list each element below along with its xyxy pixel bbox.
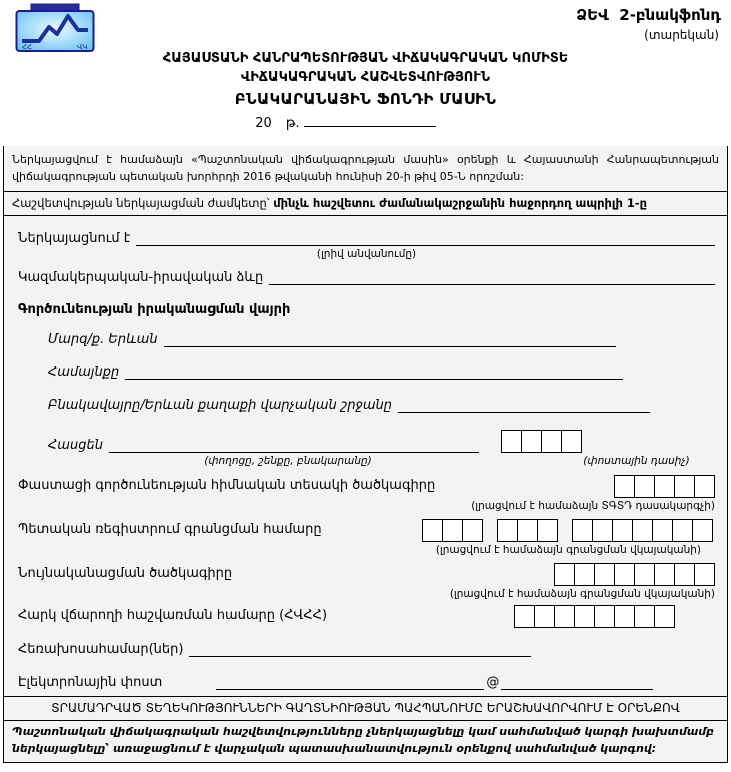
address-row — [48, 430, 715, 453]
code-box-cell[interactable] — [541, 430, 562, 453]
code-box-cell[interactable] — [422, 519, 443, 542]
code-box-cell[interactable] — [654, 605, 675, 628]
code-box-cell[interactable] — [694, 475, 715, 498]
community-blank-field[interactable] — [125, 364, 623, 380]
code-box-cell[interactable] — [654, 563, 675, 586]
address-label: Հասցեն — [48, 438, 103, 454]
code-box-cell[interactable] — [634, 475, 655, 498]
code-box-cell[interactable] — [594, 563, 615, 586]
code-box-cell[interactable] — [652, 519, 673, 542]
code-box-cell[interactable] — [514, 605, 535, 628]
tin-boxes[interactable] — [514, 605, 675, 628]
id-code-boxes[interactable] — [554, 563, 715, 586]
phone-blank-field[interactable] — [189, 641, 531, 657]
deadline-value: մինչև հաշվետու ժամանակաշրջանին հաջորդող ապրիլի 1-ը — [273, 196, 648, 211]
code-box-cell[interactable] — [497, 519, 518, 542]
code-box-cell[interactable] — [574, 563, 595, 586]
code-box-cell[interactable] — [672, 519, 693, 542]
email-local-blank-field[interactable] — [216, 674, 484, 690]
armstat-logo-icon — [15, 3, 95, 53]
code-box-cell[interactable] — [442, 519, 463, 542]
settlement-label: Բնակավայրը/Երևան քաղաքի վարչական շրջանը — [48, 398, 392, 414]
activity-code-hint: (լրացվում է համաձայն ՏԳՏԴ դասակարգչի) — [471, 500, 715, 513]
liability-note: Պաշտոնական վիճակագրական հաշվետվությունները չներկայացնելը կամ սահմանված կարգի խախտմամբ ներկայացնելը՝ առաջացնում է վարչական պատասխանատվություն օրենքով սահմանված կարգով: — [3, 720, 728, 763]
register-row — [18, 519, 715, 542]
tin-row — [18, 605, 715, 628]
code-box-cell[interactable] — [561, 430, 582, 453]
code-box-cell[interactable] — [654, 475, 675, 498]
report-subject-title: ԲՆԱԿԱՐԱՆԱՅԻՆ ՖՈՆԴԻ ՄԱՍԻՆ — [234, 90, 497, 108]
main-fields-section — [3, 215, 728, 697]
postal-code-boxes[interactable] — [501, 430, 582, 453]
register-label: Պետական ռեգիստրում գրանցման համարը — [18, 522, 322, 538]
form-code: ՁԵՎ 2-բնակֆոնդ — [576, 6, 721, 24]
deadline-label: Հաշվետվության ներկայացման ժամկետը՝ — [12, 196, 270, 211]
community-label: Համայնքը — [48, 365, 120, 381]
region-blank-field[interactable] — [164, 331, 616, 347]
settlement-blank-field[interactable] — [398, 397, 650, 413]
report-type-title: ՎԻՃԱԿԱԳՐԱԿԱՆ ՀԱՇՎԵՏՎՈՒԹՅՈՒՆ — [240, 70, 491, 85]
presenter-label: Ներկայացնում է — [18, 231, 131, 247]
legal-form-row — [18, 269, 715, 285]
activity-code-row — [18, 475, 715, 498]
community-row — [48, 364, 715, 380]
email-row — [18, 674, 715, 690]
legal-form-label: Կազմակերպական-իրավական ձևը — [18, 270, 264, 286]
year-suffix: թ. — [285, 116, 300, 131]
code-box-cell[interactable] — [517, 519, 538, 542]
activity-code-label: Փաստացի գործունեության հիմնական տեսակի ծածկագիրը — [18, 478, 436, 494]
presenter-blank-field[interactable] — [136, 230, 715, 246]
register-hint: (լրացվում է համաձայն գրանցման վկայականի) — [435, 544, 701, 557]
activity-code-boxes[interactable] — [614, 475, 715, 498]
address-hints-row — [18, 455, 715, 467]
code-box-cell[interactable] — [521, 430, 542, 453]
confidentiality-banner: ՏՐԱՄԱԴՐՎԱԾ ՏԵՂԵԿՈՒԹՅՈՒՆՆԵՐԻ ԳԱՂՏՆԻՈՒԹՅԱՆ ՊԱՀՊԱՆՈՒՄԸ ԵՐԱՇԽԱՎՈՐՎՈՒՄ Է ՕՐԵՆՔՈՎ — [3, 696, 728, 721]
deadline-row — [3, 191, 728, 216]
email-at-symbol: @ — [486, 675, 500, 691]
year-prefix: 20 — [255, 116, 272, 131]
logo-right-letters: ՎԿ — [77, 43, 88, 51]
code-box-cell[interactable] — [537, 519, 558, 542]
presenter-hint: (լրիվ անվանումը) — [316, 248, 417, 261]
legal-form-blank-field[interactable] — [269, 269, 715, 285]
code-box-cell[interactable] — [534, 605, 555, 628]
code-box-cell[interactable] — [614, 563, 635, 586]
code-box-cell[interactable] — [462, 519, 483, 542]
code-box-cell[interactable] — [674, 563, 695, 586]
legal-basis-paragraph: Ներկայացվում է համաձայն «Պաշտոնական վիճակագրության մասին» օրենքի և Հայաստանի Հանրապետության վիճակագրության պետական խորհրդի 2016 թվականի հունիսի 20-ի թիվ 05-Ն որոշման: — [3, 145, 728, 192]
org-title: ՀԱՅԱՍՏԱՆԻ ՀԱՆՐԱՊԵՏՈՒԹՅԱՆ ՎԻՃԱԿԱԳՐԱԿԱՆ ԿՈՄԻՏԵ — [162, 51, 569, 66]
register-boxes-group-3[interactable] — [572, 519, 713, 542]
email-domain-blank-field[interactable] — [501, 674, 653, 690]
code-box-cell[interactable] — [554, 563, 575, 586]
id-code-label: Նույնականացման ծածկագիրը — [18, 566, 233, 582]
code-box-cell[interactable] — [634, 563, 655, 586]
form-period: (տարեկան) — [644, 28, 719, 42]
code-box-cell[interactable] — [592, 519, 613, 542]
code-box-cell[interactable] — [554, 605, 575, 628]
code-box-cell[interactable] — [594, 605, 615, 628]
code-box-cell[interactable] — [692, 519, 713, 542]
code-box-cell[interactable] — [612, 519, 633, 542]
phone-row — [18, 641, 715, 657]
code-box-cell[interactable] — [694, 563, 715, 586]
activity-place-heading: Գործունեության իրականացման վայրի — [18, 302, 291, 318]
year-blank-field[interactable] — [304, 112, 436, 127]
register-boxes-group-1[interactable] — [422, 519, 483, 542]
code-box-cell[interactable] — [501, 430, 522, 453]
phone-label: Հեռախոսահամար(ներ) — [18, 642, 184, 658]
title-block — [0, 50, 731, 108]
code-box-cell[interactable] — [572, 519, 593, 542]
address-hint: (փողոցը, շենքը, բնակարանը) — [204, 455, 372, 468]
id-code-row — [18, 563, 715, 586]
region-label: Մարզ/ք. Երևան — [48, 332, 158, 348]
report-year-line — [0, 112, 691, 131]
email-label: Էլեկտրոնային փոստ — [18, 675, 163, 691]
presenter-row — [18, 230, 715, 246]
register-boxes-group-2[interactable] — [497, 519, 558, 542]
id-code-hint: (լրացվում է համաձայն գրանցման վկայականի) — [449, 588, 715, 601]
code-box-cell[interactable] — [614, 475, 635, 498]
code-box-cell[interactable] — [634, 605, 655, 628]
region-row — [48, 331, 715, 347]
postal-hint: (փոստային դասիչ) — [583, 455, 690, 468]
address-blank-field[interactable] — [109, 437, 479, 453]
code-box-cell[interactable] — [632, 519, 653, 542]
code-box-cell[interactable] — [574, 605, 595, 628]
form-frame — [3, 145, 728, 763]
tin-label: Հարկ վճարողի հաշվառման համարը (ՀՎՀՀ) — [18, 608, 328, 624]
settlement-row — [48, 397, 715, 413]
code-box-cell[interactable] — [614, 605, 635, 628]
logo-left-letters: ՀՀ — [22, 43, 33, 51]
code-box-cell[interactable] — [674, 475, 695, 498]
form-header — [0, 0, 731, 146]
